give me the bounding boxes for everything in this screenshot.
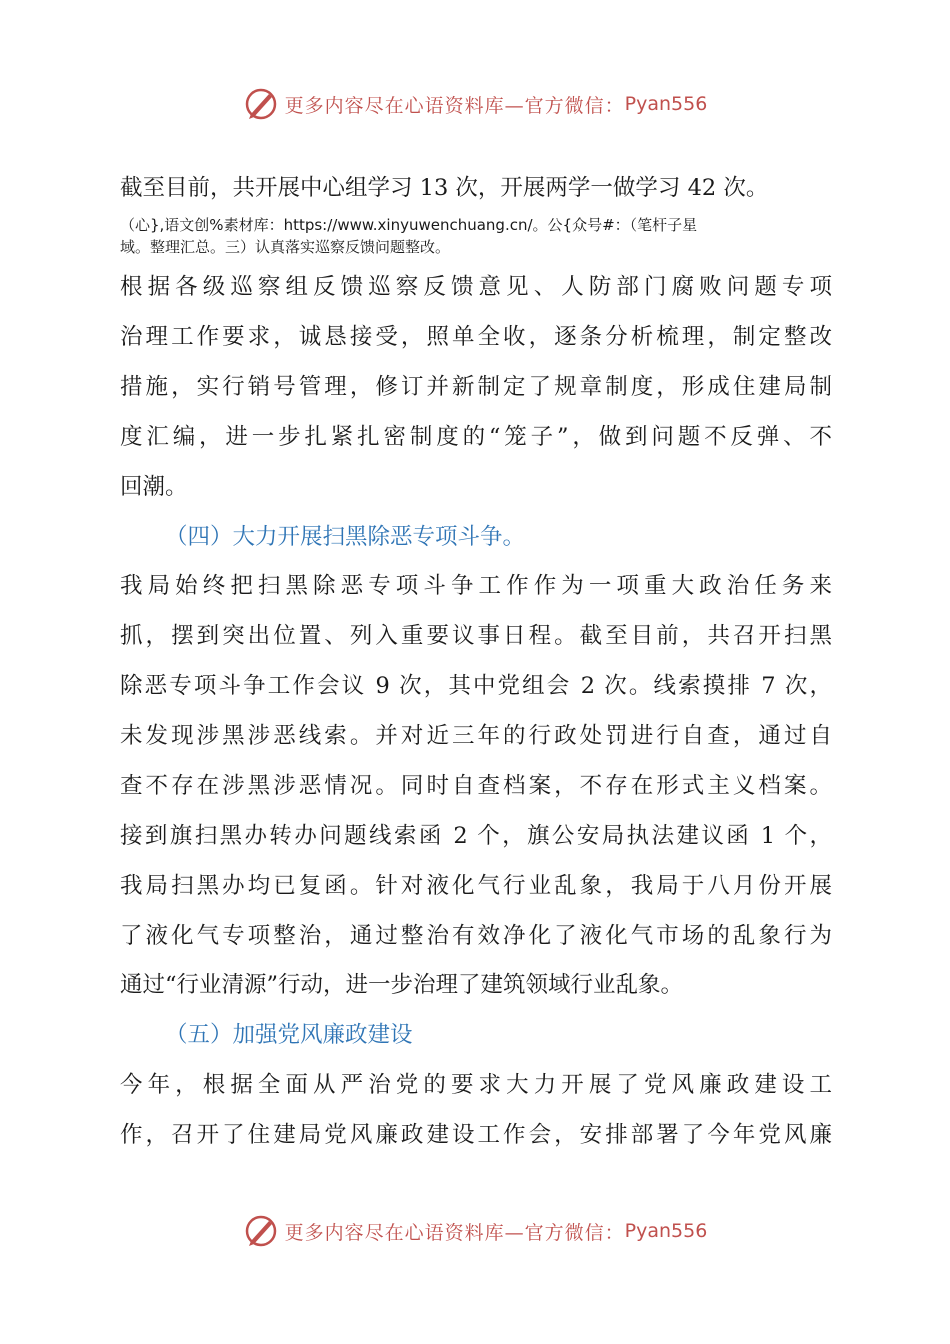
source-note-line: 域。整理汇总。三）认真落实巡察反馈问题整改。 <box>120 238 451 256</box>
text-line: 我局扫黑办均已复函。针对液化气行业乱象，我局于八月份开展 <box>120 873 832 899</box>
text-line: 我局始终把扫黑除恶专项斗争工作作为一项重大政治任务来 <box>120 573 832 599</box>
wechat-id: Pyan556 <box>624 93 708 115</box>
wechat-id: Pyan556 <box>624 1220 708 1242</box>
pen-logo-icon <box>243 86 279 122</box>
header-banner <box>0 84 950 124</box>
text-line: 查不存在涉黑涉恶情况。同时自查档案，不存在形式主义档案。 <box>120 773 832 799</box>
text-line: 接到旗扫黑办转办问题线索函 2 个，旗公安局执法建议函 1 个， <box>120 823 832 849</box>
text-line: 治理工作要求，诚恳接受，照单全收，逐条分析梳理，制定整改 <box>120 324 832 350</box>
text-line: 除恶专项斗争工作会议 9 次，其中党组会 2 次。线索摸排 7 次， <box>120 673 832 699</box>
text-line: 回潮。 <box>120 474 188 500</box>
section-heading-five: （五）加强党风廉政建设 <box>165 1022 413 1048</box>
text-line: 了液化气专项整治，通过整治有效净化了液化气市场的乱象行为 <box>120 923 832 949</box>
banner-text: 更多内容尽在心语资料库—官方微信： <box>284 94 625 117</box>
text-line: 今年，根据全面从严治党的要求大力开展了党风廉政建设工 <box>120 1072 832 1098</box>
text-line: 根据各级巡察组反馈巡察反馈意见、人防部门腐败问题专项 <box>120 274 832 300</box>
text-line: 截至目前，共开展中心组学习 13 次，开展两学一做学习 42 次。 <box>120 175 769 201</box>
text-line: 通过“行业清源”行动，进一步治理了建筑领域行业乱象。 <box>120 972 684 998</box>
text-line: 措施，实行销号管理，修订并新制定了规章制度，形成住建局制 <box>120 374 832 400</box>
section-heading-four: （四）大力开展扫黑除恶专项斗争。 <box>165 524 526 550</box>
text-line: 抓，摆到突出位置、列入重要议事日程。截至目前，共召开扫黑 <box>120 623 832 649</box>
text-line: 未发现涉黑涉恶线索。并对近三年的行政处罚进行自查，通过自 <box>120 723 832 749</box>
footer-banner <box>0 1211 950 1251</box>
banner-text: 更多内容尽在心语资料库—官方微信： <box>284 1221 625 1244</box>
pen-logo-icon <box>243 1213 279 1249</box>
text-line: 度汇编，进一步扎紧扎密制度的“笼子”，做到问题不反弹、不 <box>120 424 832 450</box>
source-note-line: （心},语文创%素材库：https://www.xinyuwenchuang.cn/。公{众号#：（笔杆子星 <box>120 216 698 234</box>
text-line: 作，召开了住建局党风廉政建设工作会，安排部署了今年党风廉 <box>120 1122 832 1148</box>
